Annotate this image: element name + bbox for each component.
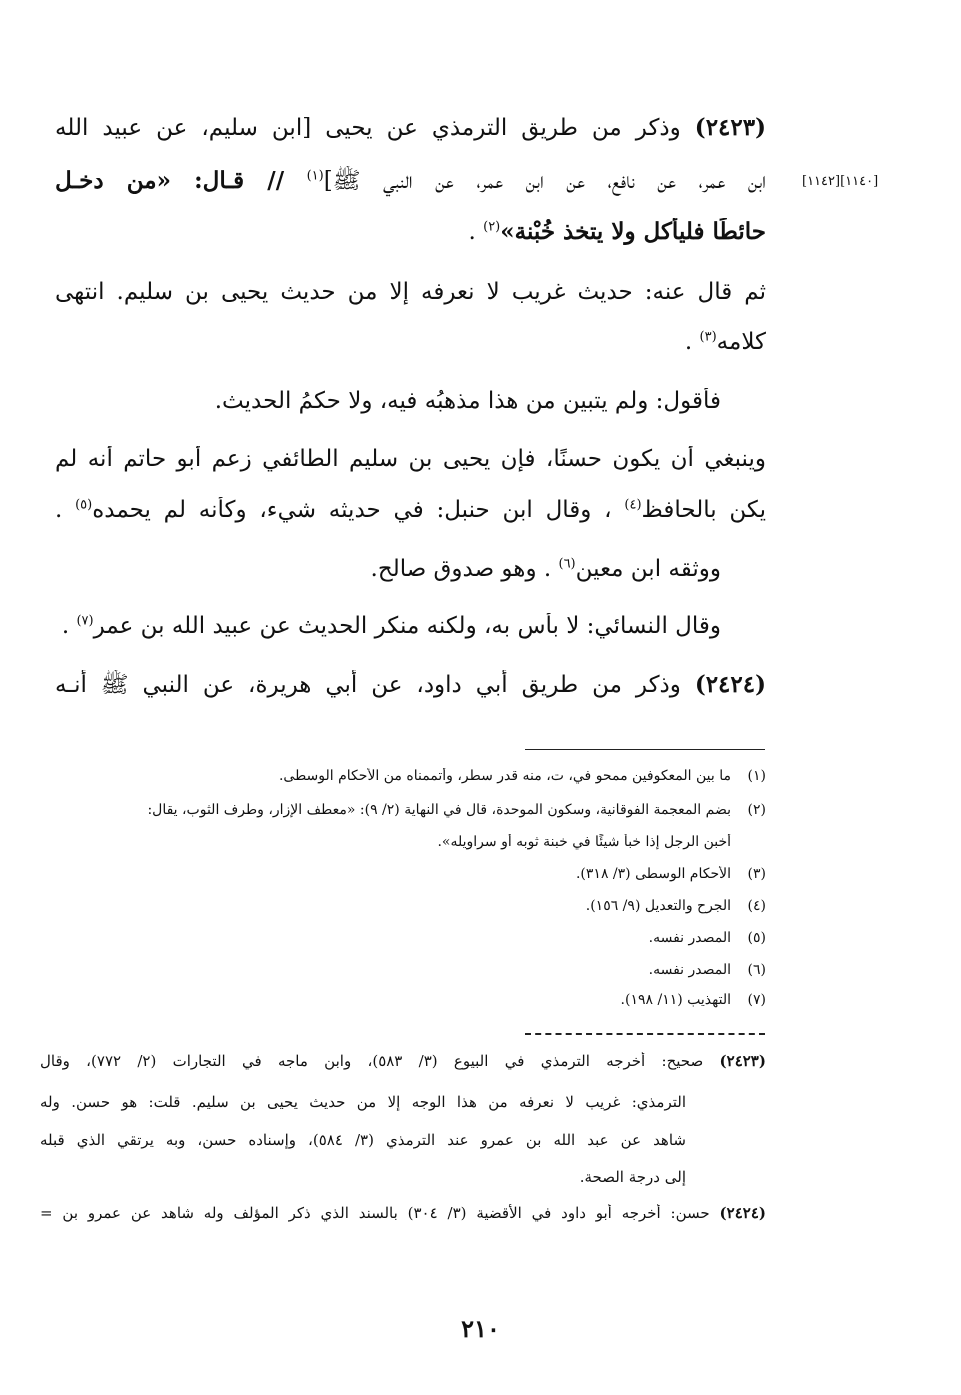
hadith-number: (٢٤٢٤) [719,1204,766,1222]
body-line-1 [55,114,766,141]
footnote-text: التهذيب (١١/ ١٩٨). [620,992,731,1008]
period: . [55,497,63,523]
takhrij-separator [525,1033,765,1035]
footnote-6 [55,962,766,978]
footnote-7 [55,992,766,1008]
body-line-5 [55,329,766,355]
margin-note: [١١٤٢][١١٤٠] [802,174,879,189]
body-line-10 [55,613,721,639]
takhrij-text: حسن: أخرجه أبو داود في الأقضية (٣/ ٣٠٤) بالسند الذي ذكر المؤلف وله شاهد عن عمرو بن = [40,1204,710,1222]
footnote-3 [55,866,766,882]
hadith-number: (٢٤٢٤) [694,671,766,698]
footnote-text: المصدر نفسه. [648,962,731,978]
body-text: يكن بالحافظ [641,497,766,523]
body-text: وينبغي أن يكون حسنًا، فإن يحيى بن سليم الطائفي زعم أبو حاتم أنه لم [55,446,766,472]
takhrij-text: شاهد عن عبد الله بن عمرو عند الترمذي (٣/ ٥٨٤)، وإسناده حسن، وبه يرتقي الذي قبله [40,1131,686,1149]
footnote-4 [55,898,766,914]
footnote-ref: (٢) [483,219,501,235]
footnote-ref: (٧) [76,613,94,629]
footnote-text: الجرح والتعديل (٩/ ١٥٦). [585,898,731,914]
footnote-text: المصدر نفسه. [648,930,731,946]
footnote-number: (٢) [747,802,766,818]
body-line-2 [55,166,766,200]
takhrij-text: إلى درجة الصحة. [579,1168,686,1186]
body-text: ثم قال عنه: حديث غريب لا نعرفه إلا من حديث يحيى بن سليم. انتهى [55,279,766,305]
body-text: . وهو صدوق صالح. [370,556,552,582]
footnote-text: ما بين المعكوفين ممحو في، ت، منه قدر سطر، وأتممناه من الأحكام الوسطى. [278,768,731,784]
body-text: وقال النسائي: لا بأس به، ولكنه منكر الحديث عن عبيد الله بن عمر [93,613,721,639]
takhrij-line-3 [40,1131,686,1149]
takhrij-line-2 [40,1093,686,1111]
body-text: ، وقال ابن حنبل: في حديثه شيء، وكأنه لم يحمده [92,497,612,523]
body-line-9 [55,556,721,582]
footnote-text: أخبن الرجل إذا خبأ شيئًا في خبنة ثوبه أو سراويله». [437,834,731,850]
footnote-ref: (٣) [699,329,717,345]
body-text: فأقول: ولم يتبين من هذا مذهبُه فيه، ولا حكمُ الحديث. [214,388,721,414]
body-line-6 [55,388,721,414]
footnote-ref: (٥) [75,497,93,513]
takhrij-line-5 [40,1204,766,1222]
body-text: وذكر من طريق أبي داود، عن أبي هريرة، عن النبي ﷺ أنـه [55,672,681,698]
footnote-number: (٧) [747,992,766,1008]
footnote-number: (١) [747,768,766,784]
body-text: // قـال: «من دخـل [55,167,285,194]
footnote-2-cont [55,834,766,850]
hadith-number: (٢٤٢٣) [719,1052,766,1070]
footnote-5 [55,930,766,946]
body-text: كلامه [716,329,766,355]
footnote-ref: (١) [306,168,324,184]
footnote-1 [55,768,766,784]
period: . [684,329,693,355]
takhrij-text: صحيح: أخرجه الترمذي في البيوع (٣/ ٥٨٣)، وابن ماجه في التجارات (٢/ ٧٧٢)، وقال [40,1052,704,1070]
footnote-text: بضم المعجمة الفوقانية، وسكون الموحدة، قال في النهاية (٢/ ٩): «معطف الإزار، وطرف الثوب، يقال: [147,802,731,818]
takhrij-text: الترمذي: غريب لا نعرفه من هذا الوجه إلا من حديث يحيى بن سليم. قلت: هو حسن. وله [40,1093,686,1111]
takhrij-line-4 [40,1168,686,1186]
footnote-ref: (٦) [558,556,576,572]
footnote-text: الأحكام الوسطى (٣/ ٣١٨). [575,866,731,882]
body-line-3 [55,218,766,245]
body-line-4 [55,279,766,305]
period: . [468,219,476,245]
page-number: ٢١٠ [461,1314,500,1343]
footnote-number: (٥) [747,930,766,946]
footnote-2 [55,802,766,818]
footnote-ref: (٤) [624,497,642,513]
body-line-8 [55,497,766,523]
period: . [61,613,70,639]
footnote-number: (٣) [747,866,766,882]
body-line-7 [55,446,766,472]
footnote-number: (٦) [747,962,766,978]
footnote-separator [525,749,765,750]
hadith-text: حائطًا فليأكل ولا يتخذ خُبْنة» [500,218,766,245]
takhrij-line-1 [40,1052,766,1070]
body-line-11 [55,670,766,704]
body-text: ابن عمر، عن نافع، عن ابن عمر، عن النبي ﷺ] [323,168,766,194]
body-text: وذكر من طريق الترمذي عن يحيى [ابن سليم، عن عبيد الله [55,115,681,141]
body-text: ووثقه ابن معين [575,556,721,582]
hadith-number: (٢٤٢٣) [694,114,766,141]
footnote-number: (٤) [747,898,766,914]
